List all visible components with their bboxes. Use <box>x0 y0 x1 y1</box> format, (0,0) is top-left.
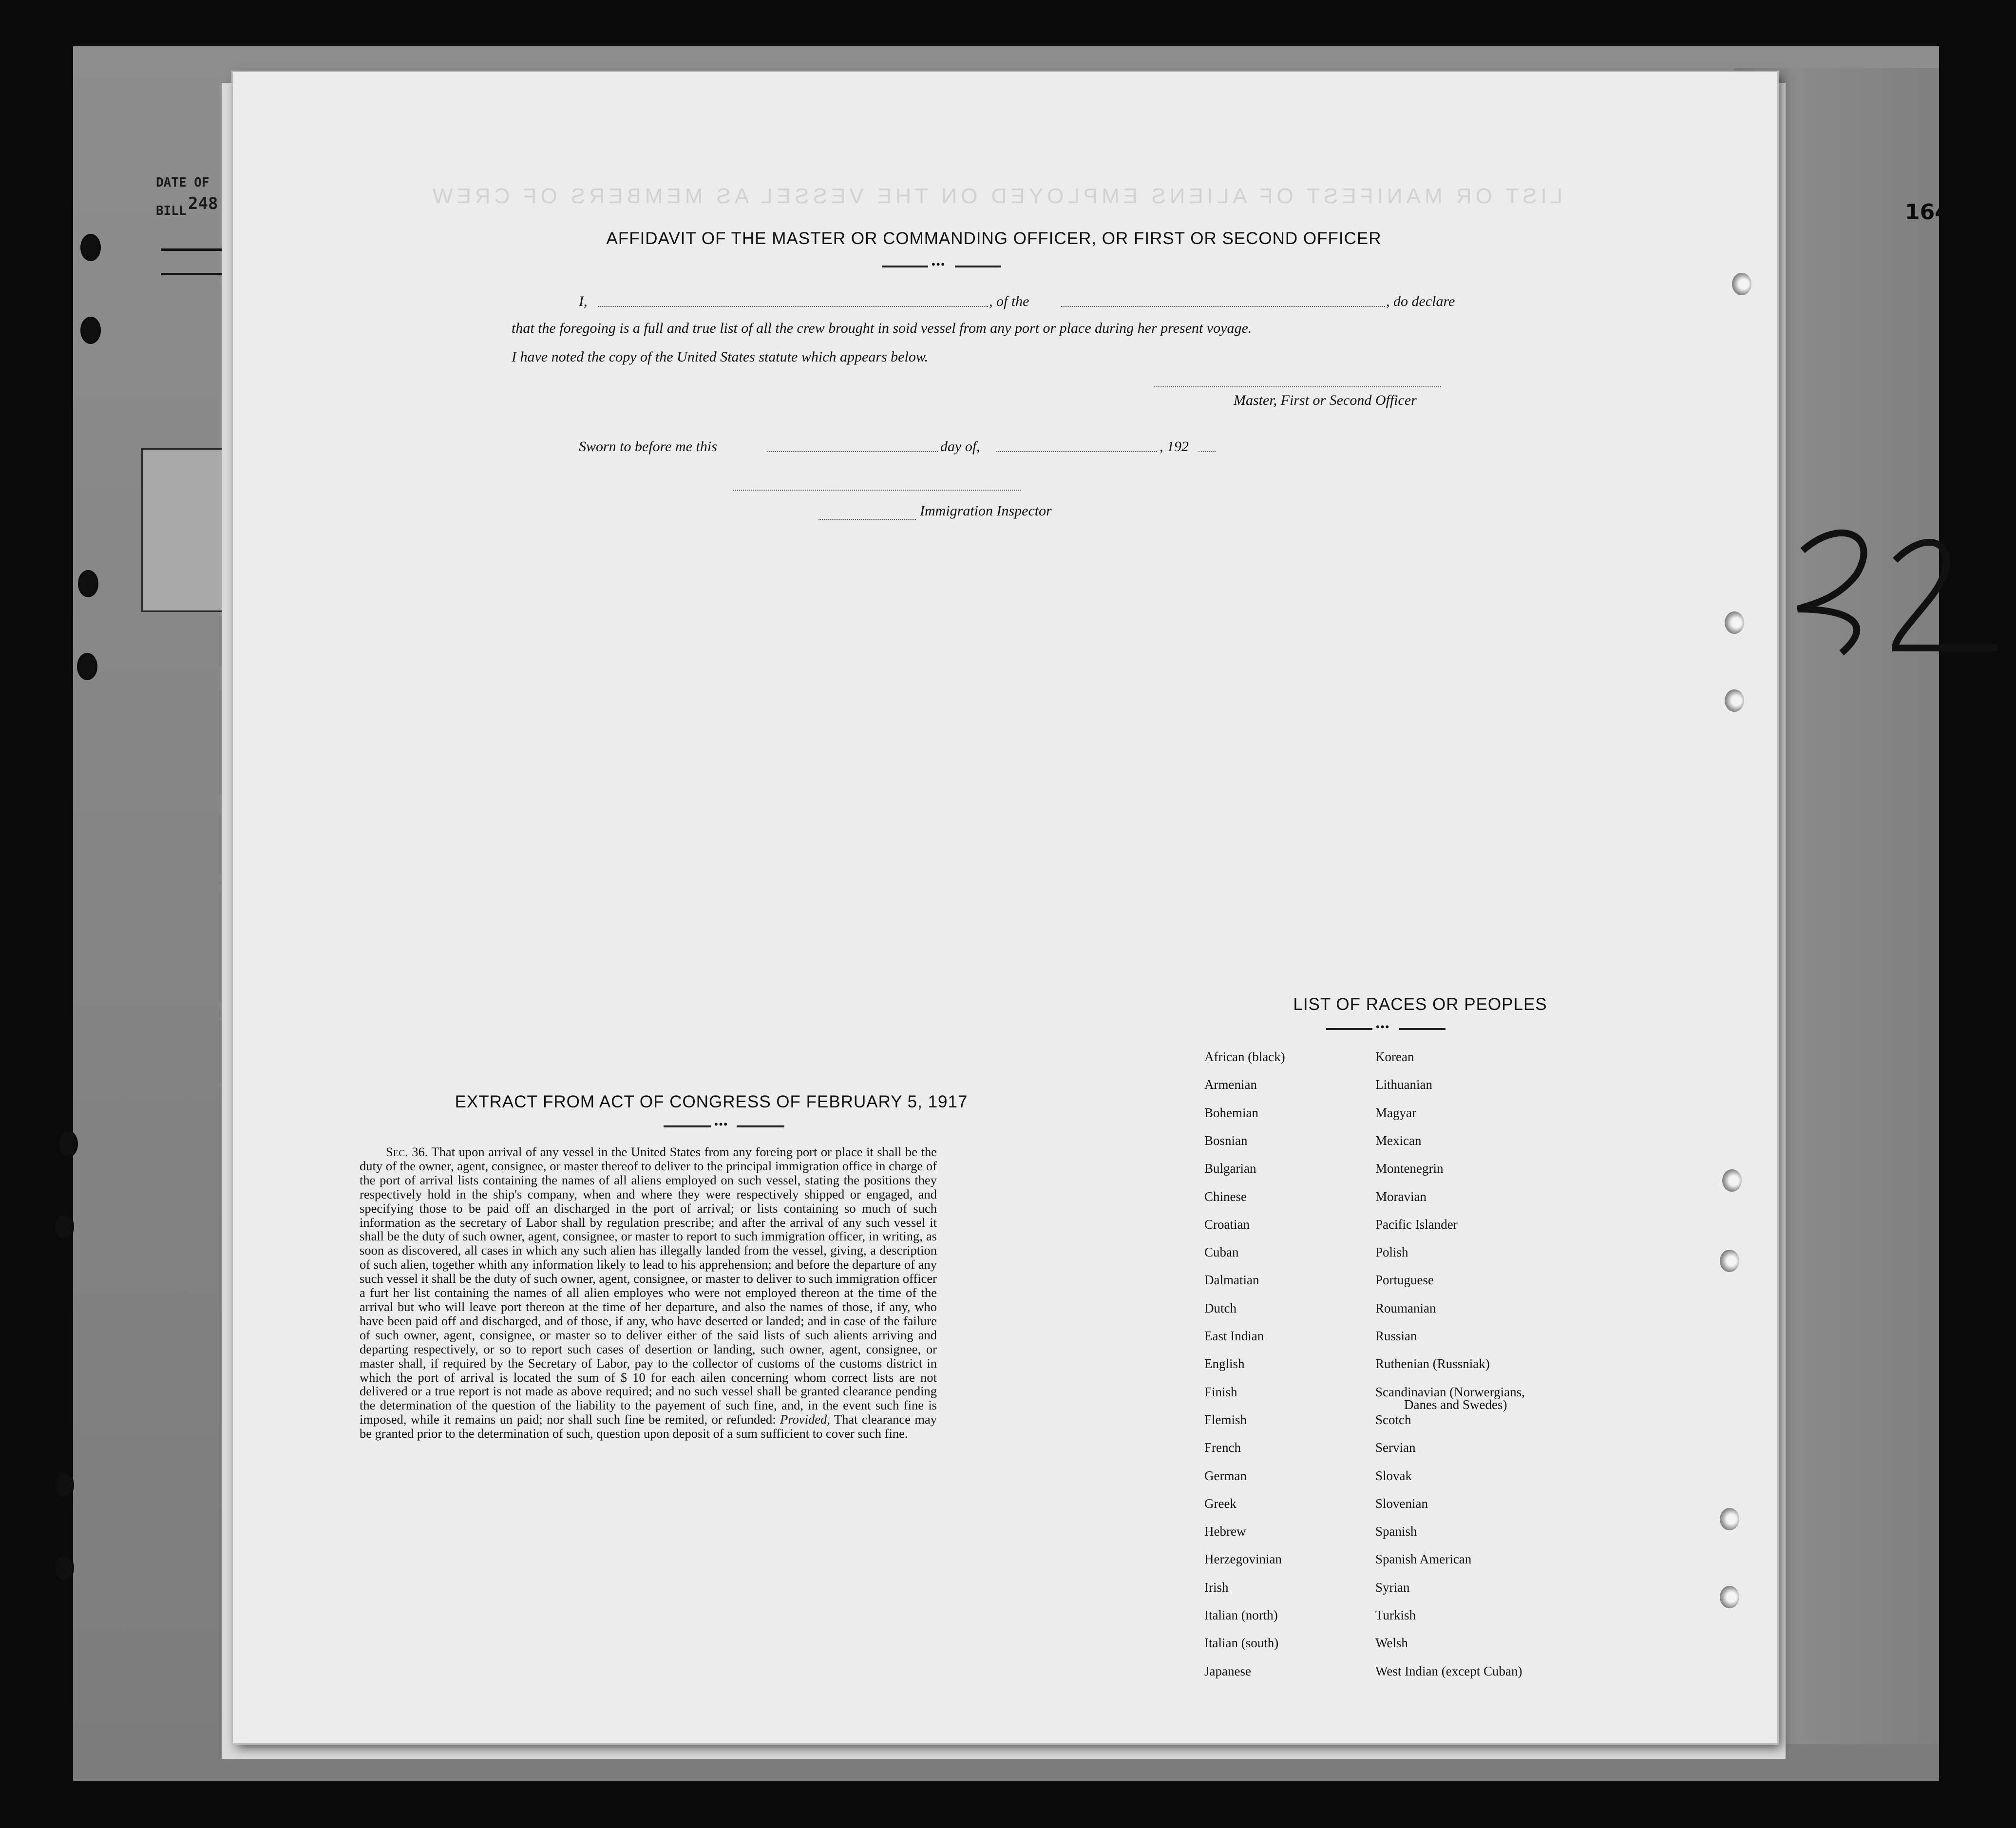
affidavit-title: AFFIDAVIT OF THE MASTER OR COMMANDING OFFICER, OR FIRST OR SECOND OFFICER <box>606 229 1382 248</box>
binder-hole <box>77 653 97 680</box>
bill-stamp-line: BILL <box>156 204 187 218</box>
master-signature-field[interactable] <box>1154 386 1441 387</box>
stamp-number: 248 <box>188 194 218 213</box>
race-item-continuation: Danes and Swedes) <box>1404 1397 1507 1412</box>
race-item: German <box>1204 1468 1247 1483</box>
race-item: Polish <box>1375 1245 1408 1259</box>
race-item: Syrian <box>1375 1580 1410 1595</box>
binder-hole <box>1722 1169 1742 1192</box>
inspector-signature-field[interactable] <box>733 490 1021 491</box>
race-item: Chinese <box>1204 1189 1247 1204</box>
race-item: English <box>1204 1356 1245 1371</box>
binder-hole <box>1725 689 1744 712</box>
binder-hole <box>57 1130 78 1158</box>
inspector-signature-field-2[interactable] <box>818 519 916 520</box>
race-item: West Indian (except Cuban) <box>1375 1664 1522 1678</box>
extract-divider <box>664 1125 711 1127</box>
race-item: Moravian <box>1375 1189 1426 1204</box>
race-item: Italian (south) <box>1204 1636 1279 1650</box>
binder-hole <box>1720 1586 1739 1608</box>
race-item: Irish <box>1204 1580 1229 1595</box>
binder-hole <box>80 234 101 261</box>
races-title: LIST OF RACES OR PEOPLES <box>1293 995 1547 1014</box>
race-item: Lithuanian <box>1375 1077 1432 1092</box>
race-item: Portuguese <box>1375 1273 1434 1287</box>
race-item: Slovenian <box>1375 1496 1428 1511</box>
race-item: Spanish American <box>1375 1552 1472 1566</box>
binder-hole <box>78 570 98 597</box>
title-divider <box>955 266 1001 267</box>
sworn-year-field[interactable] <box>1198 451 1216 452</box>
declaration-line: that the foregoing is a full and true list of all the crew brought in soid vessel from any port or place during her present voyage. <box>512 320 1252 336</box>
section-number: 36. <box>412 1144 428 1159</box>
race-item: Bosnian <box>1204 1133 1248 1148</box>
page-number: 164 <box>1905 200 1950 225</box>
race-item: Italian (north) <box>1204 1608 1278 1622</box>
declare-of-the: , of the <box>989 293 1029 309</box>
race-item: Bulgarian <box>1204 1161 1256 1176</box>
race-item: East Indian <box>1204 1329 1264 1343</box>
race-item: Cuban <box>1204 1245 1239 1259</box>
title-divider-dots: ••• <box>932 258 946 270</box>
race-item: Roumanian <box>1375 1301 1436 1315</box>
race-item: Japanese <box>1204 1664 1251 1678</box>
extract-body <box>360 1145 937 1441</box>
race-item: Slovak <box>1375 1468 1412 1483</box>
bleed-through-header: LIST OR MANIFEST OF ALIENS EMPLOYED ON THE VESSEL AS MEMBERS OF CREW <box>429 184 1563 208</box>
name-field[interactable] <box>598 306 988 307</box>
race-item: Montenegrin <box>1375 1161 1444 1176</box>
binder-hole <box>1732 273 1751 295</box>
race-item: Hebrew <box>1204 1524 1246 1539</box>
extract-divider <box>737 1125 784 1127</box>
race-item: Armenian <box>1204 1077 1257 1092</box>
race-item: Servian <box>1375 1440 1416 1455</box>
races-divider <box>1399 1028 1445 1030</box>
race-item: Welsh <box>1375 1636 1408 1650</box>
race-item: Dutch <box>1204 1301 1236 1315</box>
handwritten-mark <box>1783 516 2007 663</box>
race-item: Russian <box>1375 1329 1417 1343</box>
binder-hole <box>80 317 101 344</box>
race-item: Magyar <box>1375 1105 1416 1120</box>
races-divider <box>1326 1028 1372 1030</box>
section-text: That upon arrival of any vessel in the United States from any foreing port or place it shall be the duty of the owner, agent, consignee, or master thereof to deliver to the principal immigration office in charge of the port of arrival lists containing the names of all aliens employed on such vessel, stating the positions they respectively hold in the ship's company, when and where they were respectively shipped or engaged, and specifying those to be paid off an discharged in the port of arrival; or lists containing so much of such information as the secretary of Labor shall by regulation prescribe; and after the arrival of any such vessel it shall be the duty of such owner, agent, consignee, or master to report to such immigration officer, in writing, as soon as discovered, all cases in which any such alien has illegally landed from the vessel, giving, a description of such alien, together whith any information likely to lead to his apprehension; and before the departure of any such vessel it shall be the duty of such owner, agent, consignee, or master to deliver to such immigration officer a furt her list containing the names of all alien employes who were not employed thereon at the time of the arrival but who will leave port thereon at the time of her departure, and also the names of those, if any, who have been paid off and discharged, and of those, if any, who have deserted or landed; and in case of the failure of such owner, agent, consignee, or master so to deliver either of the said lists of such alients arriving and departing respectively, or so to report such cases of desertion or landing, such owner, agent, consignee, or master shall, if required by the Secretary of Labor, pay to the collector of customs of the customs district in which the port of arrival is located the sum of $ 10 for each ailen concerning whom correct lists are not delivered or a true report is not made as above required; and no such vessel shall be granted clearance pending the determination of the question of the liability to the payement of such fine, and, in the event such fine is imposed, while it remains un paid; nor shall such fine be remited, or refunded: <box>360 1144 937 1427</box>
binder-hole <box>54 1471 74 1499</box>
sworn-prefix: Sworn to before me this <box>579 438 717 455</box>
edge-number: 5 <box>1983 222 1998 247</box>
sworn-date-field[interactable] <box>767 451 938 452</box>
race-item: African (black) <box>1204 1049 1285 1064</box>
date-stamp-line: DATE OF <box>156 175 209 190</box>
binder-hole <box>1720 1508 1739 1530</box>
race-item: Flemish <box>1204 1412 1247 1427</box>
vessel-field[interactable] <box>1061 306 1385 307</box>
race-item: Finish <box>1204 1385 1237 1399</box>
race-item: Scandinavian (Norwergians, <box>1375 1385 1525 1399</box>
race-item: Croatian <box>1204 1217 1250 1232</box>
extract-title: EXTRACT FROM ACT OF CONGRESS OF FEBRUARY 5, 1917 <box>455 1092 968 1111</box>
races-divider-dots: ••• <box>1376 1021 1390 1033</box>
race-item: Spanish <box>1375 1524 1417 1539</box>
provided-word: Provided, <box>780 1412 830 1427</box>
section-text-end: That clearance may be granted prior to the determination of such, question upon deposit of a sum sufficient to cover such fine. <box>360 1412 937 1441</box>
race-item: Dalmatian <box>1204 1273 1259 1287</box>
race-item: Pacific Islander <box>1375 1217 1458 1232</box>
binder-hole <box>54 1213 74 1240</box>
extract-divider-dots: ••• <box>714 1118 729 1130</box>
sworn-month-field[interactable] <box>996 451 1157 452</box>
inspector-label: Immigration Inspector <box>920 503 1052 519</box>
binder-hole <box>1720 1250 1739 1272</box>
binder-hole <box>1725 611 1744 634</box>
race-item: French <box>1204 1440 1241 1455</box>
title-divider <box>882 266 928 267</box>
statute-line: I have noted the copy of the United States statute which appears below. <box>512 349 929 365</box>
binder-hole <box>54 1554 74 1581</box>
race-item: Mexican <box>1375 1133 1422 1148</box>
race-item: Greek <box>1204 1496 1236 1511</box>
race-item: Turkish <box>1375 1608 1416 1622</box>
master-label: Master, First or Second Officer <box>1234 392 1417 408</box>
declare-I: I, <box>579 293 588 309</box>
race-item: Herzegovinian <box>1204 1552 1282 1566</box>
sworn-day-of: day of, <box>940 438 980 455</box>
race-item: Bohemian <box>1204 1105 1258 1120</box>
race-item: Korean <box>1375 1049 1414 1064</box>
race-item: Scotch <box>1375 1412 1411 1427</box>
section-label: Sec. <box>386 1144 408 1159</box>
sworn-year: , 192 <box>1160 438 1189 455</box>
declare-do-declare: , do declare <box>1386 293 1455 309</box>
race-item: Ruthenian (Russniak) <box>1375 1356 1490 1371</box>
